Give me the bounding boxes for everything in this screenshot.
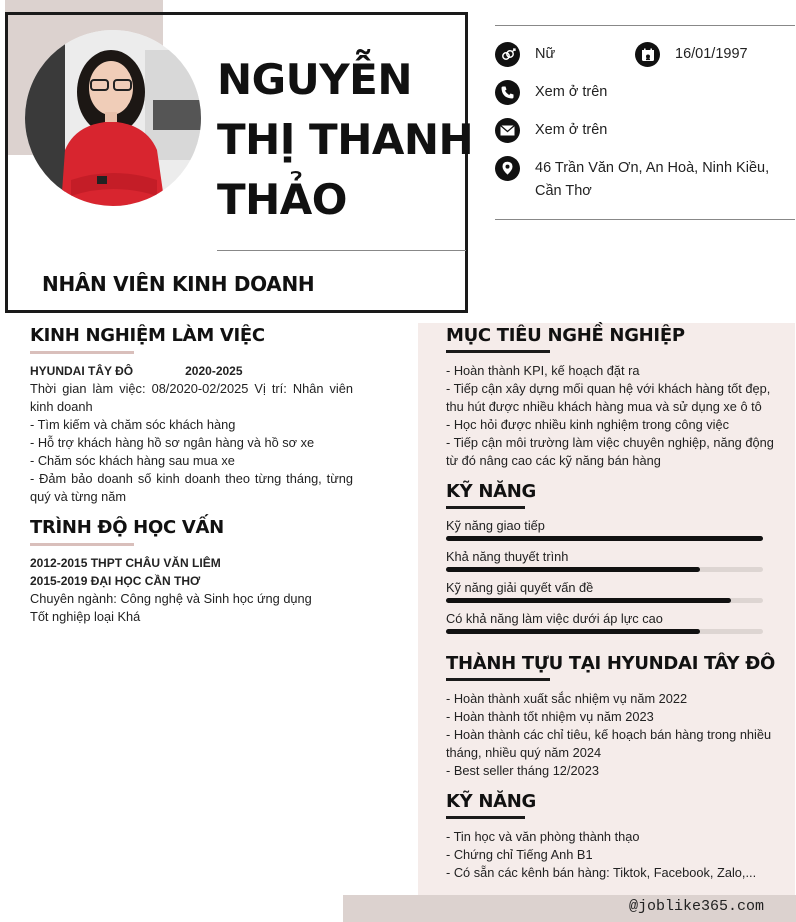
experience-company: HYUNDAI TÂY ĐÔ: [30, 364, 134, 378]
skills2-underline: [446, 816, 525, 819]
achievement-line: - Hoàn thành xuất sắc nhiệm vụ năm 2022: [446, 691, 688, 706]
objective-title: MỤC TIÊU NGHỀ NGHIỆP: [446, 325, 685, 346]
skills-title: KỸ NĂNG: [446, 481, 536, 502]
experience-body: [30, 362, 353, 506]
skill-bar: [446, 536, 763, 541]
education-entry: 2012-2015 THPT CHÂU VĂN LIÊM: [30, 556, 221, 570]
education-entry: 2015-2019 ĐẠI HỌC CẦN THƠ: [30, 574, 201, 588]
gender-icon: [495, 42, 520, 67]
experience-line: - Chăm sóc khách hàng sau mua xe: [30, 453, 235, 468]
achievement-line: - Hoàn thành tốt nhiệm vụ năm 2023: [446, 709, 654, 724]
objective-line: - Tiếp cận xây dựng mối quan hệ với khách hàng tốt đẹp, thu hút được nhiều khách hàng mua và sử dụng xe ô tô: [446, 381, 771, 414]
skill-label: Khả năng thuyết trình: [446, 549, 569, 564]
objective-underline: [446, 350, 550, 353]
calendar-icon: [635, 42, 660, 67]
skill-bar: [446, 629, 763, 634]
achievement-line: - Hoàn thành các chỉ tiêu, kế hoạch bán hàng trong nhiều tháng, nhiều quý năm 2024: [446, 727, 772, 760]
skill-bar: [446, 598, 763, 603]
address-line-1: 46 Trần Văn Ơn, An Hoà, Ninh Kiều,: [535, 160, 770, 176]
name-line-2: THỊ THANH: [217, 115, 474, 164]
email-value: Xem ở trên: [535, 122, 608, 138]
address-value: [535, 157, 769, 203]
skills2-title: KỸ NĂNG: [446, 791, 536, 812]
experience-title: KINH NGHIỆM LÀM VIỆC: [30, 325, 265, 346]
achievements-underline: [446, 678, 550, 681]
objective-line: - Hoàn thành KPI, kế hoạch đặt ra: [446, 363, 640, 378]
avatar: [25, 30, 201, 206]
info-divider-bottom: [495, 219, 795, 220]
experience-period: 2020-2025: [185, 364, 243, 378]
name-line-3: THẢO: [217, 175, 348, 224]
objective-line: - Học hỏi được nhiều kinh nghiệm trong công việc: [446, 417, 729, 432]
address-line-2: Cần Thơ: [535, 183, 592, 199]
education-line: Chuyên ngành: Công nghệ và Sinh học ứng dụng: [30, 591, 312, 606]
experience-line: - Tìm kiếm và chăm sóc khách hàng: [30, 417, 236, 432]
skill-label: Có khả năng làm việc dưới áp lực cao: [446, 611, 663, 626]
skill-bar-fill: [446, 536, 763, 541]
education-title: TRÌNH ĐỘ HỌC VẤN: [30, 517, 224, 538]
skills-underline: [446, 506, 525, 509]
info-divider-top: [495, 25, 795, 26]
skill-bar-fill: [446, 598, 731, 603]
skills2-line: - Tin học và văn phòng thành thạo: [446, 829, 640, 844]
location-icon: [495, 156, 520, 181]
education-body: [30, 554, 353, 626]
phone-icon: [495, 80, 520, 105]
experience-line: Thời gian làm việc: 08/2020-02/2025 Vị trí: Nhân viên kinh doanh: [30, 381, 353, 414]
name-line-1: NGUYỄN: [217, 55, 412, 104]
achievement-line: - Best seller tháng 12/2023: [446, 763, 599, 778]
gender-value: Nữ: [535, 46, 556, 62]
skills2-body: [446, 828, 779, 882]
experience-line: - Hỗ trợ khách hàng hồ sơ ngân hàng và hồ sơ xe: [30, 435, 315, 450]
objective-line: - Tiếp cận môi trường làm việc chuyên nghiệp, năng động từ đó nâng cao các kỹ năng bán hàng: [446, 435, 774, 468]
experience-underline: [30, 351, 134, 354]
skills2-line: - Có sẵn các kênh bán hàng: Tiktok, Facebook, Zalo,...: [446, 865, 757, 880]
achievements-body: [446, 690, 779, 780]
phone-value: Xem ở trên: [535, 84, 608, 100]
job-title: NHÂN VIÊN KINH DOANH: [42, 272, 315, 296]
birthdate-value: 16/01/1997: [675, 46, 748, 62]
email-icon: [495, 118, 520, 143]
skill-label: Kỹ năng giao tiếp: [446, 518, 545, 533]
education-underline: [30, 543, 134, 546]
skills2-line: - Chứng chỉ Tiếng Anh B1: [446, 847, 593, 862]
skill-bar-fill: [446, 629, 700, 634]
skill-label: Kỹ năng giải quyết vấn đề: [446, 580, 594, 595]
achievements-title: THÀNH TỰU TẠI HYUNDAI TÂY ĐÔ: [446, 653, 776, 674]
header-divider: [217, 250, 466, 251]
footer-website: @joblike365.com: [628, 898, 764, 915]
skill-bar: [446, 567, 763, 572]
candidate-name: [217, 50, 474, 230]
education-line: Tốt nghiệp loại Khá: [30, 609, 141, 624]
skill-bar-fill: [446, 567, 700, 572]
experience-line: - Đảm bảo doanh số kinh doanh theo từng tháng, từng quý và từng năm: [30, 471, 353, 504]
objective-body: [446, 362, 779, 470]
